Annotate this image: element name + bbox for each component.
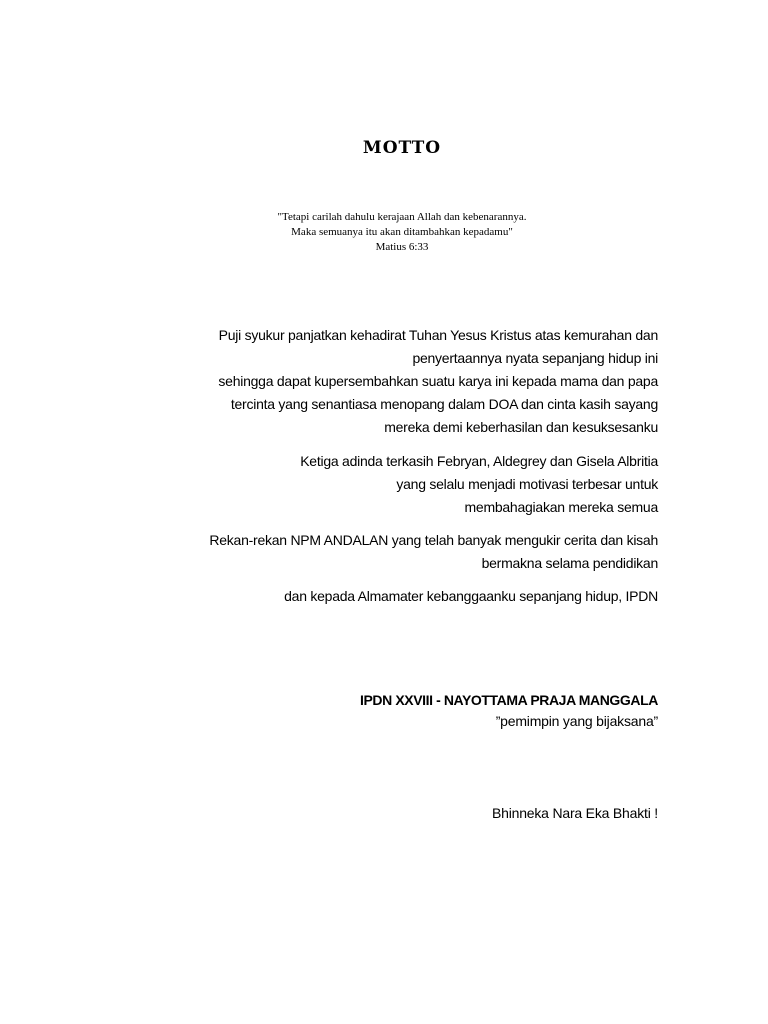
paragraph-line: dan kepada Almamater kebanggaanku sepanjang hidup, IPDN: [284, 588, 658, 604]
paragraph-line: yang selalu menjadi motivasi terbesar untuk: [396, 476, 658, 492]
paragraph-line: Puji syukur panjatkan kehadirat Tuhan Yesus Kristus atas kemurahan dan: [218, 327, 658, 343]
verse-line-1: "Tetapi carilah dahulu kerajaan Allah dan kebenarannya.: [277, 211, 527, 223]
bible-verse: [0, 210, 768, 255]
signoff-heading: IPDN XXVIII - NAYOTTAMA PRAJA MANGGALA: [359, 692, 658, 708]
dedication-paragraph-siblings: [300, 450, 658, 519]
paragraph-line: penyertaannya nyata sepanjang hidup ini: [412, 350, 658, 366]
dedication-paragraph-almamater: [284, 585, 658, 608]
paragraph-line: membahagiakan mereka semua: [464, 499, 658, 515]
paragraph-line: sehingga dapat kupersembahkan suatu karya ini kepada mama dan papa: [218, 373, 658, 389]
paragraph-line: tercinta yang senantiasa menopang dalam DOA dan cinta kasih sayang: [230, 396, 658, 412]
verse-line-2: Maka semuanya itu akan ditambahkan kepadamu": [291, 226, 513, 238]
paragraph-line: Rekan-rekan NPM ANDALAN yang telah banyak mengukir cerita dan kisah: [209, 532, 658, 548]
paragraph-line: bermakna selama pendidikan: [481, 555, 658, 571]
paragraph-line: Ketiga adinda terkasih Febryan, Aldegrey dan Gisela Albritia: [300, 453, 658, 469]
paragraph-line: mereka demi keberhasilan dan kesuksesanku: [384, 419, 658, 435]
dedication-paragraph-colleagues: [209, 529, 658, 575]
verse-reference: Matius 6:33: [375, 241, 429, 253]
signoff-subtitle: ”pemimpin yang bijaksana”: [495, 713, 658, 729]
page-title: MOTTO: [362, 138, 442, 158]
closing-motto: Bhinneka Nara Eka Bhakti !: [491, 805, 658, 821]
dedication-paragraph-parents: [218, 324, 658, 439]
signoff-block: [360, 689, 658, 731]
